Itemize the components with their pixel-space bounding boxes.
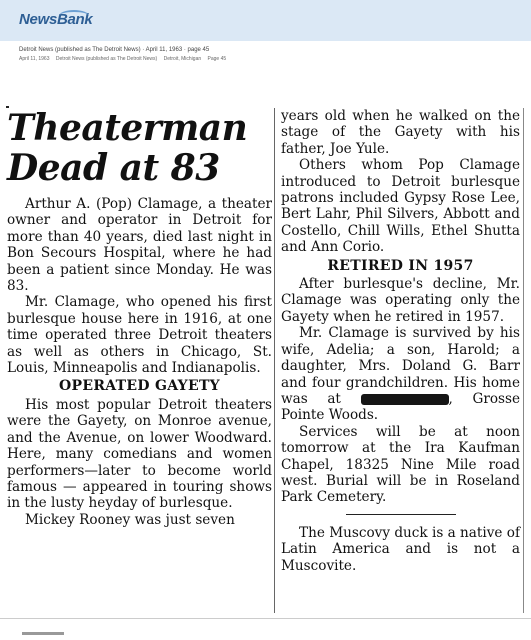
paragraph-career: Mr. Clamage, who opened his first burlesque house here in 1916, at one time operated three Detroit theaters as well as others in Chicago, St. Louis, Minneapolis and Indianapolis. (7, 294, 272, 377)
article-headline (7, 108, 272, 188)
subhead-operated-gayety: OPERATED GAYETY (59, 378, 220, 395)
newsbank-logo: NewsBank (19, 11, 93, 28)
survivors-text: Mr. Clamage is survived by his wife, Adelia; a son, Harold; a daughter, Mrs. Doland G. Barr and four grandchildren. His home was at (281, 325, 520, 407)
meta-publication: Detroit News (published as The Detroit News) (55, 56, 158, 62)
survivors-city: , Grosse Pointe Woods. (281, 390, 521, 424)
paragraph-rooney-start: Mickey Rooney was just seven (25, 511, 235, 528)
paragraph-retirement: After burlesque's decline, Mr. Clamage was operating only the Gayety when he retired in 1957. (281, 276, 520, 325)
headline-line-2: Dead at 83 (7, 147, 220, 189)
paragraph-rooney-cont: years old when he walked on the stage of the Gayety with his father, Joe Yule. (281, 108, 520, 157)
citation-line: Detroit News (published as The Detroit News) · April 11, 1963 · page 45 (19, 47, 210, 53)
paragraph-services: Services will be at noon tomorrow at the Ira Kaufman Chapel, 18325 Nine Mile road west. Burial will be in Roseland Park Cemetery. (281, 423, 520, 506)
paragraph-lead: Arthur A. (Pop) Clamage, a theater owner and operator in Detroit for more than 40 years, died last night in Bon Secours Hospital, where he had been a patient since Monday. He was 83. (7, 196, 272, 295)
article-end-rule (346, 514, 456, 515)
meta-date: April 11, 1963 (19, 56, 50, 62)
redacted-address (361, 394, 449, 405)
subhead-retired: RETIRED IN 1957 (327, 257, 474, 274)
paragraph-theaters: His most popular Detroit theaters were the Gayety, on Monroe avenue, and the Avenue, on lower Woodward. Here, many comedians and women performers—later to become world famous — appeared in touring shows in the lusty heyday of burlesque. (7, 396, 272, 512)
meta-location: Detroit, Michigan (163, 56, 202, 62)
article-left-column (7, 108, 272, 528)
article-right-column (281, 108, 520, 574)
newsbank-header-bar (0, 0, 531, 41)
citation-meta (19, 56, 231, 62)
logo-swoosh-icon (59, 10, 89, 22)
page-bottom-rule (0, 618, 531, 619)
filler-item: The Muscovy duck is a native of Latin America and is not a Muscovite. (281, 524, 520, 574)
meta-page: Page 45 (207, 56, 227, 62)
column-divider (274, 108, 275, 613)
page-bottom-mark (22, 632, 64, 635)
headline-line-1: Theaterman (7, 107, 248, 149)
clipping-right-edge (523, 108, 524, 613)
paragraph-survivors (281, 325, 520, 423)
paragraph-performers: Others whom Pop Clamage introduced to Detroit burlesque patrons included Gypsy Rose Lee, Bert Lahr, Phil Silvers, Abbott and Costello, Chill Wills, Ethel Shutta and Ann Corio. (281, 157, 520, 256)
